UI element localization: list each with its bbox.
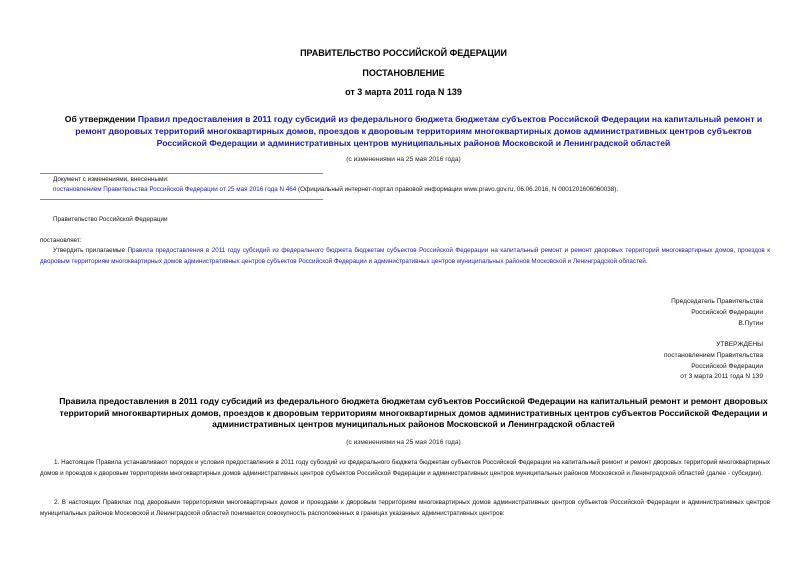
amendments-label: Документ с изменениями, внесенными: — [53, 176, 169, 183]
approve-rules-link[interactable]: Правила предоставления в 2011 году субсидий из федерального бюджета бюджетам субъектов Российской Федерации на капитальный ремонт и ремонт дворовых территорий многоквартирных домов, проездов к дворовым территориям многоквартирных домов административных центров субъектов Российской Федерации и административных центров муниципальных районов Московской и Ленинградской областей. — [40, 247, 770, 265]
rules-title: Правила предоставления в 2011 году субсидий из федерального бюджета бюджетам субъектов Российской Федерации на капитальный ремонт и ремонт дворовых территорий многоквартирных домов, проездов к дворовым территориям многоквартирных домов административных центров субъектов Российской Федерации и административных центров муниципальных районов Московской и Ленинградской областей — [59, 396, 768, 430]
rules-changes-note: (с изменениями на 25 мая 2016 года) — [346, 439, 461, 446]
approve-paragraph — [40, 246, 770, 267]
document-title — [50, 113, 777, 149]
amendments-line — [53, 185, 773, 196]
rules-paragraph-2: 2. В настоящих Правилах под дворовыми территориями многоквартирных домов и проездами к дворовым территориям многоквартирных домов административных центров субъектов Российской Федерации и административных центров муниципальных районов Московской и Ленинградской областей понимается совокупность расположенных в границах указанных административных центров: — [40, 499, 770, 517]
approved-date: от 3 марта 2011 года N 139 — [680, 373, 763, 381]
approve-prefix: Утвердить прилагаемые — [53, 247, 128, 254]
approved-by: постановлением Правительства — [663, 351, 763, 359]
amendment-link[interactable]: постановлением Правительства Российской Федерации от 25 мая 2016 года N 464 — [53, 186, 297, 193]
signature-country: Российской Федерации — [691, 308, 763, 316]
rules-title-link[interactable]: Правил предоставления в 2011 году субсидий из федерального бюджета бюджетам субъектов Российской Федерации на капитальный ремонт и ремонт дворовых территорий многоквартирных домов, проездов к дворовым территориям многоквартирных домов административных центров субъектов Российской Федерации и административных центров муниципальных районов Московской и Ленинградской областей — [75, 114, 763, 148]
approved-country: Российской Федерации — [691, 362, 763, 370]
changes-note: (с изменениями на 25 мая 2016 года) — [346, 156, 461, 163]
signature-block — [671, 297, 763, 329]
title-prefix: Об утверждении — [64, 114, 138, 124]
signature-position: Председатель Правительства — [671, 298, 763, 305]
resolves: постановляет: — [40, 237, 82, 244]
rules-paragraph-1: 1. Настоящие Правила устанавливают порядок и условия предоставления в 2011 году субсидий из федерального бюджета бюджетам субъектов Российской Федерации на капитальный ремонт и ремонт дворовых территорий многоквартирных домов и проездов к дворовым территориям многоквартирных домов административных центров субъектов Российской Федерации и административных центров муниципальных районов Московской и Ленинградской областей (далее - субсидии). — [40, 459, 770, 477]
document-type: ПОСТАНОВЛЕНИЕ — [362, 68, 445, 78]
amendment-source: (Официальный интернет-портал правовой информации www.pravo.gov.ru, 06.06.2016, N 0001201606060038). — [296, 186, 619, 193]
approved-heading: УТВЕРЖДЕНЫ — [716, 341, 763, 348]
government-heading: ПРАВИТЕЛЬСТВО РОССИЙСКОЙ ФЕДЕРАЦИИ — [300, 48, 507, 58]
signature-name: В.Путин — [738, 319, 763, 327]
amendments-bottom-rule — [40, 199, 323, 200]
approved-block — [664, 340, 763, 383]
document-date-number: от 3 марта 2011 года N 139 — [345, 87, 462, 97]
amendments-top-rule — [40, 173, 323, 174]
preamble: Правительство Российской Федерации — [53, 216, 168, 223]
